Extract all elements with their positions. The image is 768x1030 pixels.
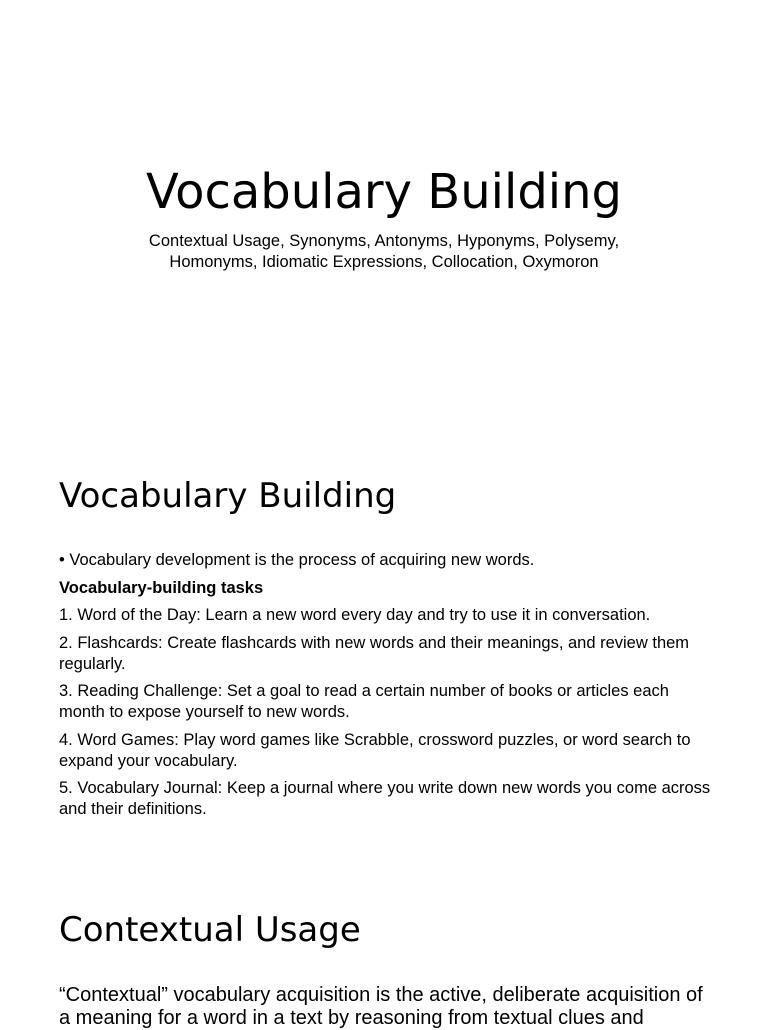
list-item: 5. Vocabulary Journal: Keep a journal where you write down new words you come across and their definitions. — [59, 779, 711, 818]
slide-heading: Vocabulary Building — [59, 476, 397, 516]
slide-heading: Contextual Usage — [59, 910, 361, 950]
list-item: 3. Reading Challenge: Set a goal to read a certain number of books or articles each month to expose yourself to new words. — [59, 682, 669, 721]
vocabulary-tasks-slide — [0, 420, 768, 860]
bullet-item: • Vocabulary development is the process of acquiring new words. — [59, 551, 535, 569]
subtitle-line: Contextual Usage, Synonyms, Antonyms, Hyponyms, Polysemy, — [148, 232, 620, 250]
tasks-heading: Vocabulary-building tasks — [59, 578, 264, 597]
slide-body-text: “Contextual” vocabulary acquisition is the active, deliberate acquisition of a meaning for a word in a text by reasoning from textual clues and — [59, 984, 703, 1029]
slide-title: Vocabulary Building — [145, 164, 623, 220]
list-item: 1. Word of the Day: Learn a new word every day and try to use it in conversation. — [59, 606, 651, 624]
title-slide — [0, 0, 768, 420]
subtitle-line: Homonyms, Idiomatic Expressions, Collocation, Oxymoron — [169, 253, 599, 271]
list-item: 2. Flashcards: Create flashcards with new words and their meanings, and review them regularly. — [59, 633, 690, 673]
contextual-usage-slide — [0, 860, 768, 1029]
slide-subtitle — [0, 231, 768, 273]
list-item: 4. Word Games: Play word games like Scrabble, crossword puzzles, or word search to expand your vocabulary. — [59, 730, 691, 770]
slide-content — [59, 550, 719, 827]
